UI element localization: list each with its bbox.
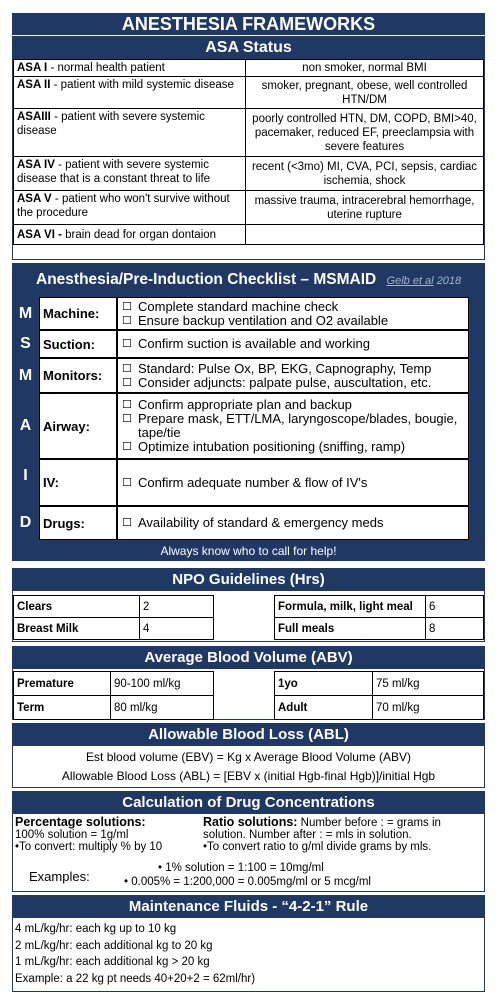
list-item: 4 mL/kg/hr: each kg up to 10 kg (15, 923, 177, 935)
table-row (14, 77, 484, 109)
checklist-row-drugs (12, 506, 485, 540)
drug-section (12, 791, 485, 892)
table-row: Clears 2 (14, 596, 214, 618)
asa-examples: non smoker, normal BMI (246, 60, 484, 77)
checklist-label: Drugs: (39, 506, 117, 540)
list-item[interactable]: ☐ Ensure backup ventilation and O2 available (122, 312, 389, 328)
checklist-footer: Always know who to call for help! (160, 544, 337, 558)
list-item[interactable]: ☐ Confirm appropriate plan and backup (122, 397, 352, 412)
checklist-row-iv (12, 459, 485, 506)
checklist-items (117, 459, 469, 506)
asa-heading: ASA Status (13, 37, 484, 59)
ratio-line: solution. Number after : = mls in solution. (203, 829, 412, 841)
checklist-label: Suction: (39, 330, 117, 358)
table-row: Term 80 ml/kg (14, 696, 214, 720)
citation-author-link[interactable]: Gelb et al (386, 275, 434, 287)
abl-section (12, 723, 485, 788)
citation[interactable] (387, 275, 462, 287)
abv-table-left (13, 671, 214, 720)
mnemonic-letter: D (19, 514, 32, 531)
checklist-items (117, 330, 469, 358)
table-row: Formula, milk, light meal 6 (275, 596, 484, 618)
npo-heading: NPO Guidelines (Hrs) (13, 569, 484, 591)
checkbox-icon[interactable]: ☐ (122, 413, 132, 425)
npo-section (12, 568, 485, 642)
asa-class: ASA VI - (17, 228, 62, 241)
table-row: Full meals 8 (275, 618, 484, 640)
checklist-items (117, 506, 469, 540)
checklist-row-suction (12, 330, 485, 358)
asa-class: ASA II (17, 79, 51, 91)
ebv-formula: Est blood volume (EBV) = Kg x Average Blood Volume (ABV) (86, 750, 411, 764)
ratio-line: To convert ratio to g/ml divide grams by mls. (207, 841, 432, 853)
mnemonic-letter: A (19, 417, 32, 434)
bullet-icon: • (158, 862, 163, 874)
list-item[interactable]: ☐ Confirm suction is available and working (122, 336, 370, 351)
bullet-icon: • (15, 841, 20, 853)
checklist-label: IV: (39, 459, 117, 506)
list-item: Example: a 22 kg pt needs 40+20+2 = 62ml/hr) (15, 972, 256, 985)
mnemonic-letter: S (20, 335, 31, 352)
fluids-heading: Maintenance Fluids - “4-2-1” Rule (13, 896, 484, 918)
example-item: 0.005% = 1:200,000 = 0.005mg/ml or 5 mcg/ml (131, 876, 371, 888)
checklist-label: Machine: (39, 297, 117, 330)
ratio-solutions: Ratio solutions: Number before : = grams in solution. Number after : = mls in solution. •To convert ratio to g/ml divide grams by mls. (203, 816, 483, 853)
list-item[interactable]: ☐ Consider adjuncts: palpate pulse, auscultation, etc. (122, 374, 432, 390)
checkbox-icon[interactable]: ☐ (122, 376, 132, 389)
asa-section (12, 36, 485, 260)
example-item: 1% solution = 1:100 = 10mg/ml (165, 862, 324, 874)
asa-desc: - patient who won't survive without the procedure (17, 193, 230, 219)
asa-examples: massive trauma, intracerebral hemorrhage, uterine rupture (246, 191, 484, 225)
asa-desc: - patient with severe systemic disease (17, 111, 205, 137)
checklist-items (117, 358, 469, 393)
asa-class: ASAIII (17, 111, 51, 123)
percentage-line: 100% solution = 1g/ml (15, 829, 129, 841)
examples-block (13, 860, 483, 890)
table-row: Adult 70 ml/kg (275, 696, 484, 720)
percentage-title: Percentage solutions: (15, 815, 146, 829)
msmaid-heading (12, 263, 485, 297)
mnemonic-letter: M (18, 304, 33, 322)
checklist-label: Monitors: (39, 358, 117, 393)
msmaid-title: Anesthesia/Pre-Induction Checklist – MSMAID (36, 271, 377, 288)
table-row (14, 60, 484, 77)
asa-examples: recent (<3mo) MI, CVA, PCI, sepsis, cardiac ischemia, shock (246, 157, 484, 191)
asa-desc: - patient with severe systemic disease that is a constant threat to life (17, 159, 211, 185)
table-row (14, 157, 484, 191)
bullet-icon: • (203, 841, 208, 853)
checkbox-icon[interactable]: ☐ (122, 517, 132, 529)
checklist-row-machine (12, 297, 485, 330)
checkbox-icon[interactable]: ☐ (122, 441, 132, 453)
msmaid-section (12, 263, 485, 561)
list-item[interactable]: ☐ Prepare mask, ETT/LMA, laryngoscope/blades, bougie, tape/tie (122, 411, 458, 440)
asa-class: ASA IV (17, 159, 55, 171)
percentage-line: To convert: multiply % by 10 (19, 841, 163, 853)
checkbox-icon[interactable]: ☐ (122, 314, 132, 327)
table-row: Breast Milk 4 (14, 618, 214, 640)
checkbox-icon[interactable]: ☐ (122, 338, 132, 350)
checkbox-icon[interactable]: ☐ (122, 300, 132, 313)
checkbox-icon[interactable]: ☐ (122, 476, 132, 489)
asa-desc: - patient with mild systemic disease (50, 79, 234, 91)
examples-label: Examples: (29, 869, 90, 884)
citation-year: 2018 (436, 275, 462, 287)
asa-desc: brain dead for organ dontaion (61, 228, 217, 241)
list-item[interactable]: ☐ Availability of standard & emergency meds (122, 515, 384, 530)
list-item[interactable]: ☐ Complete standard machine check (122, 298, 339, 314)
npo-table-left (13, 595, 214, 640)
drug-heading: Calculation of Drug Concentrations (13, 792, 484, 814)
page-title: ANESTHESIA FRAMEWORKS (12, 13, 485, 35)
percentage-solutions (15, 815, 208, 853)
table-row: Premature 90-100 ml/kg (14, 672, 214, 696)
asa-table (13, 59, 484, 245)
table-row: 1yo 75 ml/kg (275, 672, 484, 696)
abv-section (12, 646, 485, 720)
list-item[interactable]: ☐ Standard: Pulse Ox, BP, EKG, Capnography, Temp (122, 360, 432, 376)
bullet-icon: • (124, 876, 129, 888)
table-row (14, 225, 484, 245)
list-item[interactable]: ☐ Optimize intubation positioning (sniffing, ramp) (122, 439, 406, 454)
checklist-items (117, 393, 469, 459)
checkbox-icon[interactable]: ☐ (122, 362, 132, 375)
mnemonic-letter: M (18, 366, 33, 384)
asa-examples: smoker, pregnant, obese, well controlled HTN/DM (246, 77, 484, 109)
asa-desc: - normal health patient (47, 62, 165, 74)
abl-formula: Allowable Blood Loss (ABL) = [EBV x (initial Hgb-final Hgb)]/initial Hgb (61, 769, 436, 783)
list-item: 1 mL/kg/hr: each additional kg > 20 kg (15, 956, 210, 968)
abv-table-right (274, 671, 484, 720)
mnemonic-letter: I (23, 467, 28, 484)
fluids-section (12, 895, 485, 992)
checklist-row-monitors (12, 358, 485, 393)
npo-table-right (274, 595, 484, 640)
list-item: 2 mL/kg/hr: each additional kg to 20 kg (15, 939, 213, 952)
table-row (14, 191, 484, 225)
asa-examples (246, 225, 484, 245)
ratio-title: Ratio solutions: (203, 815, 298, 829)
asa-class: ASA I (17, 62, 48, 74)
checklist-items (117, 297, 469, 330)
table-row (14, 109, 484, 157)
checklist-row-airway (12, 393, 485, 459)
abv-heading: Average Blood Volume (ABV) (13, 647, 484, 669)
abl-heading: Allowable Blood Loss (ABL) (13, 724, 484, 746)
checkbox-icon[interactable]: ☐ (122, 399, 132, 411)
asa-examples: poorly controlled HTN, DM, COPD, BMI>40, pacemaker, reduced EF, preeclampsia with severe features (246, 109, 484, 157)
asa-class: ASA V (17, 193, 52, 205)
checklist-label: Airway: (39, 393, 117, 459)
list-item[interactable]: ☐ Confirm adequate number & flow of IV's (122, 474, 368, 490)
